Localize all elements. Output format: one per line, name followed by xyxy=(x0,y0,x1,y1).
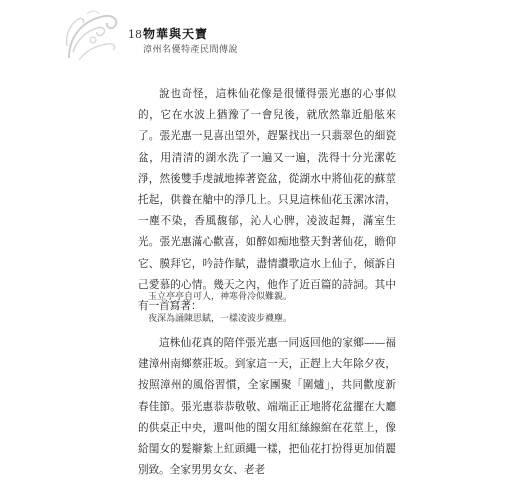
book-title: 物華與天寶 xyxy=(143,27,209,41)
poem-line: 玉立亭亭自可人，神寒骨冷似難親。 xyxy=(148,292,293,302)
paragraph-1-text: 說也奇怪，這株仙花像是很懂得張光惠的心事似的，它在水波上猶豫了一會兒後，就欣然靠近船舷來了。張光惠一見喜出望外，趕緊找出一只翡翠色的細瓷盆，用清清的湖水洗了一遍又一遍，洗得十分光潔乾淨，然後雙手虔誠地捧著瓷盆，從湖水中將仙花的蘇莖托起，供養在艙中的淨几上。只見這株仙花玉潔冰清，一塵不染，香風馥郁，沁人心脾，凌波起舞，滿室生光。張光惠滿心歡喜，如醉如痴地整天對著仙花，瞻仰它、膜拜它，吟詩作賦，盡情讚歌這水上仙子，傾訴自己愛慕的心情。幾天之內，他作了近百篇的詩詞。其中有一首寫著： xyxy=(138,88,396,313)
book-subtitle: 漳州名優特產民間傳說 xyxy=(143,45,239,55)
page-number: 18 xyxy=(128,28,142,41)
floral-swirl-ornament-icon xyxy=(63,6,121,64)
paragraph-2 xyxy=(138,333,396,481)
paragraph-2-text: 這株仙花真的陪伴張光惠一同返回他的家鄉——福建漳州南鄉蔡莊坂。到家這一天，正趕上大年除夕夜，按照漳州的風俗習慣，全家團聚「圍爐」，共同歡度新春佳節。張光惠恭恭敬敬、端端正正地將花盆擺在大廳的供桌正中央，還叫他的閨女用紅絲線綰在花莖上，像給閨女的髮辮紮上紅頭繩一樣，把仙花打扮得更加俏麗別致。全家男男女女、老老 xyxy=(138,337,396,477)
poem xyxy=(148,286,388,330)
poem-line: 夜深為誦陳思賦，一樣凌波步襪塵。 xyxy=(148,314,293,324)
paragraph-1 xyxy=(138,84,396,317)
